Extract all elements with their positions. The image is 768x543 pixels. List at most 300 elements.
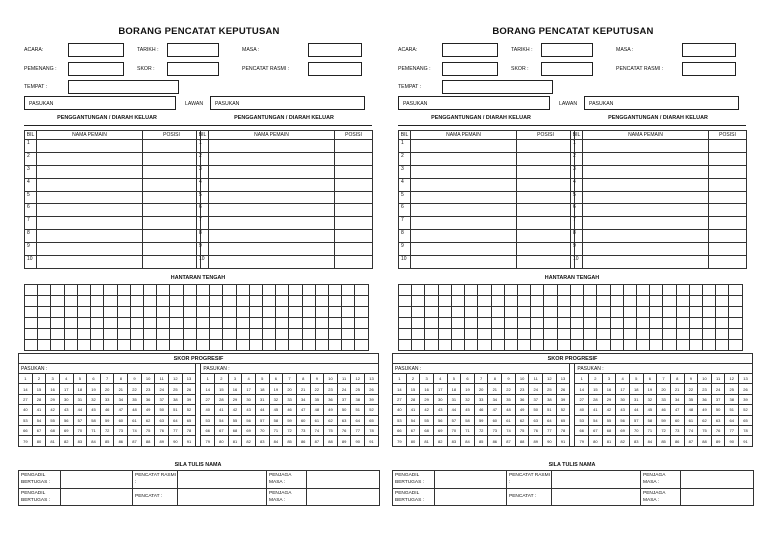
center-pass-cell[interactable]	[315, 307, 328, 318]
center-pass-cell[interactable]	[130, 307, 143, 318]
score-cell-a[interactable]: 47	[114, 405, 128, 415]
score-cell-b[interactable]: 6	[269, 374, 283, 384]
score-cell-a[interactable]: 24	[155, 384, 169, 394]
score-cell-a[interactable]: 87	[502, 436, 516, 446]
score-cell-a[interactable]: 11	[529, 374, 543, 384]
center-pass-cell[interactable]	[117, 340, 130, 351]
player-name-cell[interactable]	[209, 178, 335, 191]
score-cell-a[interactable]: 33	[474, 394, 488, 404]
center-pass-cell[interactable]	[117, 285, 130, 296]
center-pass-cell[interactable]	[143, 285, 156, 296]
player-name-cell[interactable]	[209, 140, 335, 153]
score-cell-b[interactable]: 88	[324, 436, 338, 446]
center-pass-cell[interactable]	[91, 318, 104, 329]
score-cell-a[interactable]: 32	[87, 394, 101, 404]
score-cell-b[interactable]: 52	[739, 405, 753, 415]
score-cell-a[interactable]: 88	[515, 436, 529, 446]
center-pass-cell[interactable]	[196, 329, 209, 340]
score-cell-b[interactable]: 12	[725, 374, 739, 384]
score-cell-b[interactable]: 2	[589, 374, 603, 384]
score-cell-b[interactable]: 77	[725, 425, 739, 435]
center-pass-cell[interactable]	[223, 340, 236, 351]
score-cell-b[interactable]: 75	[324, 425, 338, 435]
player-name-cell[interactable]	[411, 256, 517, 269]
center-pass-cell[interactable]	[623, 307, 636, 318]
center-pass-cell[interactable]	[451, 296, 464, 307]
center-pass-cell[interactable]	[716, 329, 729, 340]
center-pass-cell[interactable]	[183, 329, 196, 340]
score-cell-b[interactable]: 41	[215, 405, 229, 415]
center-pass-cell[interactable]	[465, 329, 478, 340]
center-pass-cell[interactable]	[183, 340, 196, 351]
center-pass-cell[interactable]	[355, 307, 369, 318]
player-position-cell[interactable]	[709, 178, 747, 191]
score-cell-a[interactable]: 74	[128, 425, 142, 435]
score-cell-a[interactable]: 67	[406, 425, 420, 435]
score-cell-a[interactable]: 14	[393, 384, 407, 394]
center-pass-cell[interactable]	[623, 285, 636, 296]
score-cell-b[interactable]: 51	[351, 405, 365, 415]
center-pass-cell[interactable]	[716, 296, 729, 307]
center-pass-cell[interactable]	[531, 340, 544, 351]
center-pass-cell[interactable]	[77, 285, 90, 296]
score-cell-a[interactable]: 63	[529, 415, 543, 425]
score-cell-a[interactable]: 54	[406, 415, 420, 425]
score-cell-a[interactable]: 77	[543, 425, 557, 435]
score-cell-b[interactable]: 70	[629, 425, 643, 435]
center-pass-cell[interactable]	[210, 296, 223, 307]
score-cell-a[interactable]: 52	[182, 405, 196, 415]
center-pass-cell[interactable]	[249, 296, 262, 307]
score-cell-b[interactable]: 11	[711, 374, 725, 384]
score-cell-b[interactable]: 64	[351, 415, 365, 425]
score-cell-a[interactable]: 34	[114, 394, 128, 404]
tarikh-field[interactable]	[167, 43, 219, 57]
score-cell-b[interactable]: 27	[575, 394, 589, 404]
player-position-cell[interactable]	[335, 243, 373, 256]
center-pass-cell[interactable]	[650, 340, 663, 351]
center-pass-cell[interactable]	[425, 285, 438, 296]
score-cell-a[interactable]: 39	[182, 394, 196, 404]
score-cell-b[interactable]: 47	[296, 405, 310, 415]
center-pass-cell[interactable]	[544, 296, 557, 307]
score-cell-b[interactable]: 45	[269, 405, 283, 415]
center-pass-cell[interactable]	[25, 340, 38, 351]
center-pass-cell[interactable]	[276, 340, 289, 351]
center-pass-cell[interactable]	[170, 340, 183, 351]
center-pass-cell[interactable]	[504, 340, 517, 351]
score-cell-a[interactable]: 76	[529, 425, 543, 435]
center-pass-cell[interactable]	[636, 340, 649, 351]
center-pass-cell[interactable]	[451, 307, 464, 318]
score-cell-b[interactable]: 72	[657, 425, 671, 435]
center-pass-cell[interactable]	[157, 307, 170, 318]
center-pass-cell[interactable]	[183, 296, 196, 307]
center-pass-cell[interactable]	[425, 296, 438, 307]
score-cell-b[interactable]: 4	[242, 374, 256, 384]
center-pass-cell[interactable]	[636, 307, 649, 318]
score-cell-b[interactable]: 91	[365, 436, 379, 446]
score-cell-a[interactable]: 18	[447, 384, 461, 394]
center-pass-cell[interactable]	[438, 340, 451, 351]
center-pass-cell[interactable]	[729, 285, 743, 296]
center-pass-cell[interactable]	[289, 318, 302, 329]
center-pass-cell[interactable]	[610, 307, 623, 318]
signature-field[interactable]	[61, 488, 133, 506]
score-cell-a[interactable]: 12	[543, 374, 557, 384]
score-cell-b[interactable]: 1	[575, 374, 589, 384]
score-cell-b[interactable]: 6	[643, 374, 657, 384]
player-name-cell[interactable]	[411, 230, 517, 243]
center-pass-cell[interactable]	[676, 285, 689, 296]
score-cell-b[interactable]: 9	[310, 374, 324, 384]
score-cell-a[interactable]: 91	[556, 436, 570, 446]
score-cell-b[interactable]: 39	[739, 394, 753, 404]
center-pass-cell[interactable]	[210, 307, 223, 318]
score-cell-a[interactable]: 41	[406, 405, 420, 415]
center-pass-cell[interactable]	[610, 318, 623, 329]
score-cell-b[interactable]: 62	[698, 415, 712, 425]
center-pass-cell[interactable]	[491, 296, 504, 307]
center-pass-cell[interactable]	[236, 307, 249, 318]
center-pass-cell[interactable]	[64, 296, 77, 307]
center-pass-cell[interactable]	[689, 329, 702, 340]
score-cell-a[interactable]: 36	[141, 394, 155, 404]
center-pass-cell[interactable]	[64, 318, 77, 329]
center-pass-cell[interactable]	[38, 329, 51, 340]
score-cell-a[interactable]: 7	[474, 374, 488, 384]
signature-field[interactable]	[681, 471, 754, 489]
center-pass-cell[interactable]	[249, 318, 262, 329]
score-team-b-label[interactable]: PASUKAN :	[575, 364, 753, 374]
center-pass-cell[interactable]	[597, 285, 610, 296]
score-cell-b[interactable]: 82	[616, 436, 630, 446]
center-pass-cell[interactable]	[517, 296, 530, 307]
center-pass-cell[interactable]	[170, 318, 183, 329]
center-pass-cell[interactable]	[236, 329, 249, 340]
score-cell-b[interactable]: 5	[255, 374, 269, 384]
score-cell-a[interactable]: 75	[141, 425, 155, 435]
score-cell-a[interactable]: 82	[433, 436, 447, 446]
center-pass-cell[interactable]	[570, 307, 583, 318]
center-pass-cell[interactable]	[130, 329, 143, 340]
center-pass-cell[interactable]	[517, 329, 530, 340]
center-pass-cell[interactable]	[51, 296, 64, 307]
tempat-field[interactable]	[442, 80, 553, 94]
score-cell-b[interactable]: 39	[365, 394, 379, 404]
score-cell-a[interactable]: 2	[32, 374, 46, 384]
score-cell-b[interactable]: 3	[602, 374, 616, 384]
score-cell-b[interactable]: 36	[698, 394, 712, 404]
player-position-cell[interactable]	[143, 243, 201, 256]
center-pass-cell[interactable]	[315, 285, 328, 296]
score-cell-a[interactable]: 65	[556, 415, 570, 425]
score-cell-b[interactable]: 84	[643, 436, 657, 446]
center-pass-cell[interactable]	[38, 318, 51, 329]
center-pass-cell[interactable]	[425, 307, 438, 318]
center-pass-cell[interactable]	[51, 307, 64, 318]
center-pass-cell[interactable]	[650, 318, 663, 329]
center-pass-cell[interactable]	[491, 329, 504, 340]
center-pass-cell[interactable]	[689, 340, 702, 351]
score-cell-a[interactable]: 28	[32, 394, 46, 404]
score-cell-a[interactable]: 47	[488, 405, 502, 415]
score-cell-a[interactable]: 36	[515, 394, 529, 404]
center-pass-cell[interactable]	[223, 329, 236, 340]
center-pass-cell[interactable]	[249, 285, 262, 296]
score-cell-a[interactable]: 48	[502, 405, 516, 415]
center-pass-cell[interactable]	[412, 340, 425, 351]
score-cell-a[interactable]: 71	[87, 425, 101, 435]
score-cell-b[interactable]: 81	[602, 436, 616, 446]
score-cell-a[interactable]: 1	[19, 374, 33, 384]
center-pass-cell[interactable]	[531, 318, 544, 329]
score-cell-b[interactable]: 13	[739, 374, 753, 384]
center-pass-cell[interactable]	[676, 318, 689, 329]
center-pass-cell[interactable]	[289, 307, 302, 318]
player-position-cell[interactable]	[335, 230, 373, 243]
score-cell-b[interactable]: 68	[602, 425, 616, 435]
center-pass-cell[interactable]	[399, 307, 412, 318]
score-cell-a[interactable]: 54	[32, 415, 46, 425]
score-cell-a[interactable]: 85	[100, 436, 114, 446]
skor-field[interactable]	[167, 62, 219, 76]
score-cell-b[interactable]: 72	[283, 425, 297, 435]
score-cell-b[interactable]: 3	[228, 374, 242, 384]
player-name-cell[interactable]	[411, 217, 517, 230]
center-pass-cell[interactable]	[183, 285, 196, 296]
signature-field[interactable]	[681, 488, 754, 506]
player-name-cell[interactable]	[583, 217, 709, 230]
tarikh-field[interactable]	[541, 43, 593, 57]
center-pass-cell[interactable]	[584, 307, 597, 318]
player-position-cell[interactable]	[517, 165, 575, 178]
player-name-cell[interactable]	[583, 243, 709, 256]
center-pass-cell[interactable]	[716, 285, 729, 296]
score-cell-b[interactable]: 56	[242, 415, 256, 425]
score-cell-b[interactable]: 49	[698, 405, 712, 415]
center-pass-cell[interactable]	[302, 307, 315, 318]
center-pass-cell[interactable]	[676, 340, 689, 351]
center-pass-cell[interactable]	[584, 340, 597, 351]
center-pass-cell[interactable]	[584, 285, 597, 296]
score-cell-a[interactable]: 40	[393, 405, 407, 415]
center-pass-cell[interactable]	[491, 318, 504, 329]
center-pass-cell[interactable]	[117, 307, 130, 318]
score-cell-a[interactable]: 75	[515, 425, 529, 435]
player-name-cell[interactable]	[37, 217, 143, 230]
player-position-cell[interactable]	[517, 230, 575, 243]
score-cell-a[interactable]: 32	[461, 394, 475, 404]
player-position-cell[interactable]	[143, 178, 201, 191]
score-cell-b[interactable]: 50	[337, 405, 351, 415]
center-pass-cell[interactable]	[302, 318, 315, 329]
player-name-cell[interactable]	[411, 152, 517, 165]
center-pass-cell[interactable]	[210, 329, 223, 340]
center-pass-cell[interactable]	[143, 307, 156, 318]
score-cell-a[interactable]: 9	[502, 374, 516, 384]
center-pass-cell[interactable]	[223, 285, 236, 296]
center-pass-cell[interactable]	[504, 285, 517, 296]
score-cell-b[interactable]: 33	[657, 394, 671, 404]
center-pass-cell[interactable]	[236, 285, 249, 296]
score-cell-b[interactable]: 13	[365, 374, 379, 384]
score-cell-b[interactable]: 54	[215, 415, 229, 425]
center-pass-cell[interactable]	[38, 285, 51, 296]
center-pass-cell[interactable]	[117, 318, 130, 329]
masa-field[interactable]	[308, 43, 362, 57]
center-pass-cell[interactable]	[342, 285, 355, 296]
center-pass-cell[interactable]	[236, 340, 249, 351]
score-cell-b[interactable]: 83	[255, 436, 269, 446]
center-pass-cell[interactable]	[355, 329, 369, 340]
score-cell-b[interactable]: 24	[711, 384, 725, 394]
score-cell-a[interactable]: 30	[59, 394, 73, 404]
player-position-cell[interactable]	[709, 165, 747, 178]
center-pass-cell[interactable]	[412, 285, 425, 296]
score-cell-a[interactable]: 80	[406, 436, 420, 446]
score-cell-a[interactable]: 43	[59, 405, 73, 415]
score-cell-a[interactable]: 49	[515, 405, 529, 415]
score-cell-b[interactable]: 8	[296, 374, 310, 384]
center-pass-cell[interactable]	[689, 285, 702, 296]
score-cell-a[interactable]: 84	[461, 436, 475, 446]
center-pass-cell[interactable]	[302, 285, 315, 296]
score-cell-b[interactable]: 56	[616, 415, 630, 425]
score-cell-a[interactable]: 6	[461, 374, 475, 384]
player-name-cell[interactable]	[37, 152, 143, 165]
score-cell-a[interactable]: 31	[447, 394, 461, 404]
center-pass-cell[interactable]	[465, 340, 478, 351]
center-pass-cell[interactable]	[570, 285, 583, 296]
score-cell-b[interactable]: 63	[711, 415, 725, 425]
score-cell-a[interactable]: 21	[488, 384, 502, 394]
score-cell-b[interactable]: 43	[242, 405, 256, 415]
score-cell-a[interactable]: 90	[543, 436, 557, 446]
score-cell-b[interactable]: 87	[310, 436, 324, 446]
center-pass-cell[interactable]	[51, 329, 64, 340]
player-name-cell[interactable]	[583, 256, 709, 269]
score-cell-a[interactable]: 42	[46, 405, 60, 415]
center-pass-cell[interactable]	[51, 318, 64, 329]
score-cell-a[interactable]: 85	[474, 436, 488, 446]
score-cell-a[interactable]: 51	[543, 405, 557, 415]
score-cell-a[interactable]: 64	[543, 415, 557, 425]
score-cell-a[interactable]: 40	[19, 405, 33, 415]
score-cell-a[interactable]: 58	[461, 415, 475, 425]
center-pass-cell[interactable]	[262, 318, 275, 329]
player-name-cell[interactable]	[209, 152, 335, 165]
score-cell-b[interactable]: 17	[616, 384, 630, 394]
center-pass-cell[interactable]	[104, 307, 117, 318]
player-name-cell[interactable]	[209, 217, 335, 230]
center-pass-cell[interactable]	[157, 340, 170, 351]
center-pass-cell[interactable]	[77, 340, 90, 351]
center-pass-cell[interactable]	[557, 340, 570, 351]
score-cell-b[interactable]: 80	[589, 436, 603, 446]
center-pass-cell[interactable]	[236, 296, 249, 307]
score-cell-a[interactable]: 22	[128, 384, 142, 394]
center-pass-cell[interactable]	[104, 285, 117, 296]
score-cell-a[interactable]: 18	[73, 384, 87, 394]
center-pass-cell[interactable]	[64, 307, 77, 318]
score-cell-b[interactable]: 37	[711, 394, 725, 404]
center-pass-cell[interactable]	[342, 307, 355, 318]
center-pass-cell[interactable]	[729, 318, 743, 329]
player-name-cell[interactable]	[209, 243, 335, 256]
player-name-cell[interactable]	[583, 178, 709, 191]
score-cell-a[interactable]: 19	[87, 384, 101, 394]
center-pass-cell[interactable]	[117, 329, 130, 340]
center-pass-cell[interactable]	[64, 285, 77, 296]
score-cell-a[interactable]: 31	[73, 394, 87, 404]
center-pass-cell[interactable]	[465, 296, 478, 307]
score-cell-a[interactable]: 19	[461, 384, 475, 394]
score-cell-b[interactable]: 74	[684, 425, 698, 435]
center-pass-cell[interactable]	[689, 307, 702, 318]
center-pass-cell[interactable]	[329, 285, 342, 296]
score-cell-a[interactable]: 22	[502, 384, 516, 394]
center-pass-cell[interactable]	[289, 285, 302, 296]
player-position-cell[interactable]	[709, 191, 747, 204]
signature-field[interactable]	[307, 471, 380, 489]
center-pass-cell[interactable]	[329, 329, 342, 340]
center-pass-cell[interactable]	[716, 318, 729, 329]
score-cell-b[interactable]: 21	[670, 384, 684, 394]
score-cell-b[interactable]: 44	[255, 405, 269, 415]
score-cell-b[interactable]: 66	[201, 425, 215, 435]
center-pass-cell[interactable]	[196, 318, 209, 329]
center-pass-cell[interactable]	[157, 296, 170, 307]
center-pass-cell[interactable]	[77, 318, 90, 329]
score-cell-a[interactable]: 70	[447, 425, 461, 435]
signature-field[interactable]	[435, 471, 507, 489]
score-cell-a[interactable]: 5	[447, 374, 461, 384]
center-pass-cell[interactable]	[117, 296, 130, 307]
score-cell-a[interactable]: 11	[155, 374, 169, 384]
score-cell-b[interactable]: 20	[657, 384, 671, 394]
pemenang-field[interactable]	[442, 62, 498, 76]
score-cell-a[interactable]: 8	[488, 374, 502, 384]
acara-field[interactable]	[442, 43, 498, 57]
score-cell-b[interactable]: 32	[643, 394, 657, 404]
player-position-cell[interactable]	[517, 243, 575, 256]
score-cell-b[interactable]: 90	[351, 436, 365, 446]
pencatat-rasmi-field[interactable]	[308, 62, 362, 76]
score-cell-b[interactable]: 7	[283, 374, 297, 384]
score-cell-b[interactable]: 74	[310, 425, 324, 435]
score-cell-b[interactable]: 54	[589, 415, 603, 425]
score-cell-a[interactable]: 81	[46, 436, 60, 446]
center-pass-cell[interactable]	[262, 285, 275, 296]
center-pass-cell[interactable]	[557, 285, 570, 296]
center-pass-cell[interactable]	[729, 329, 743, 340]
score-cell-b[interactable]: 4	[616, 374, 630, 384]
center-pass-cell[interactable]	[610, 329, 623, 340]
center-pass-cell[interactable]	[170, 296, 183, 307]
score-cell-b[interactable]: 68	[228, 425, 242, 435]
player-position-cell[interactable]	[517, 217, 575, 230]
center-pass-cell[interactable]	[438, 307, 451, 318]
center-pass-cell[interactable]	[25, 329, 38, 340]
player-name-cell[interactable]	[411, 140, 517, 153]
score-cell-b[interactable]: 29	[228, 394, 242, 404]
center-pass-cell[interactable]	[77, 307, 90, 318]
score-cell-b[interactable]: 55	[228, 415, 242, 425]
score-cell-b[interactable]: 35	[310, 394, 324, 404]
center-pass-cell[interactable]	[716, 340, 729, 351]
score-cell-b[interactable]: 20	[283, 384, 297, 394]
